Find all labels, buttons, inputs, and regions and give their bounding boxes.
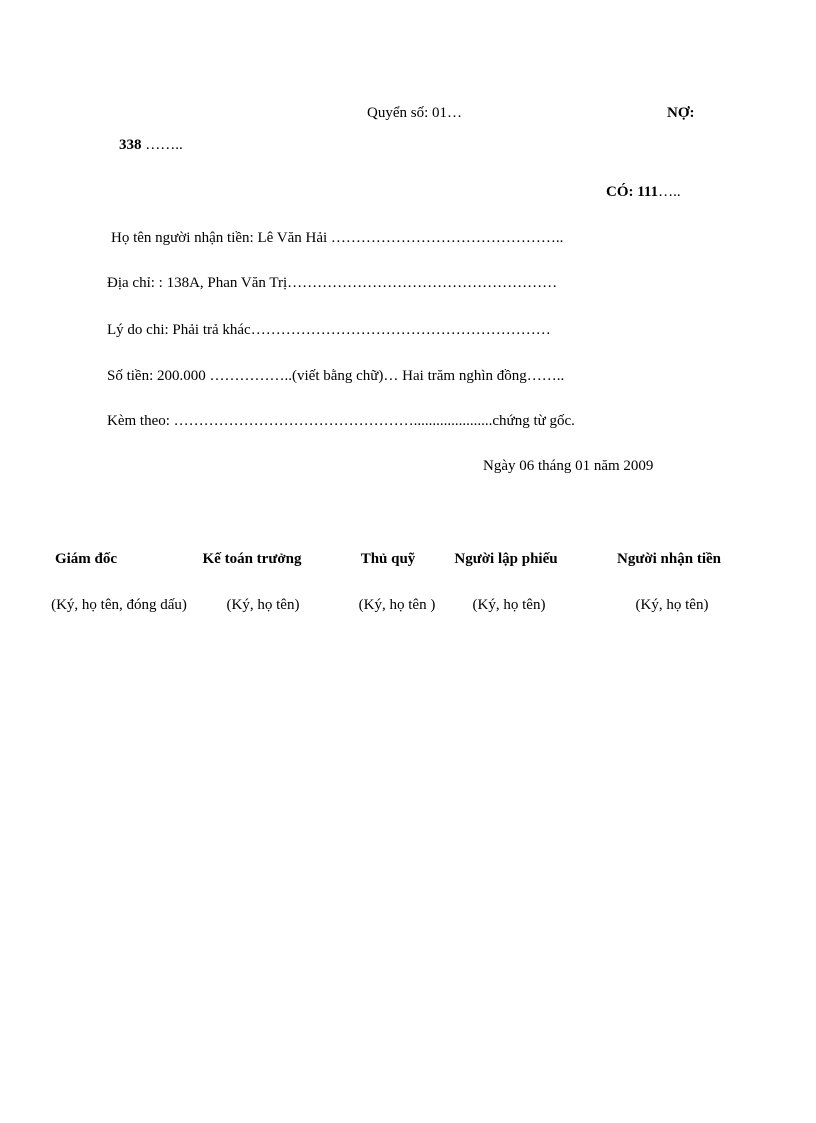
credit-line	[606, 183, 681, 201]
signature-note-director: (Ký, họ tên, đóng dấu)	[51, 597, 187, 613]
signature-role-director: Giám đốc	[54, 551, 118, 567]
signature-note-recipient: (Ký, họ tên)	[635, 597, 709, 613]
credit-account: 111	[637, 184, 659, 200]
reason-line: Lý do chi: Phải trả khác……………………………………………………	[107, 322, 551, 338]
book-number: Quyển số: 01…	[367, 105, 462, 121]
credit-dots: …..	[658, 184, 681, 200]
signature-role-chief-accountant: Kế toán trưởng	[202, 551, 302, 567]
signature-role-preparer: Người lập phiếu	[454, 551, 558, 567]
signature-note-preparer: (Ký, họ tên)	[472, 597, 546, 613]
signature-role-cashier: Thủ quỹ	[360, 551, 416, 567]
address-line: Địa chỉ: : 138A, Phan Văn Trị………………………………………………	[107, 275, 558, 291]
credit-label: CÓ:	[606, 184, 634, 200]
recipient-line: Họ tên người nhận tiền: Lê Văn Hải ………………………………………..	[111, 230, 564, 246]
attachment-line: Kèm theo: ………………………………………….....................chứng từ gốc.	[107, 413, 575, 429]
signature-role-recipient: Người nhận tiền	[617, 551, 721, 567]
debit-account: 338	[119, 137, 142, 153]
debit-label: NỢ:	[667, 105, 695, 121]
signature-note-cashier: (Ký, họ tên )	[358, 597, 436, 613]
document-date: Ngày 06 tháng 01 năm 2009	[483, 458, 654, 474]
debit-dots: ……..	[141, 137, 183, 153]
signature-note-chief-accountant: (Ký, họ tên)	[226, 597, 300, 613]
debit-account-line	[119, 136, 183, 154]
amount-line: Số tiền: 200.000 ……………..(viết bằng chữ)… Hai trăm nghìn đồng……..	[107, 368, 565, 384]
